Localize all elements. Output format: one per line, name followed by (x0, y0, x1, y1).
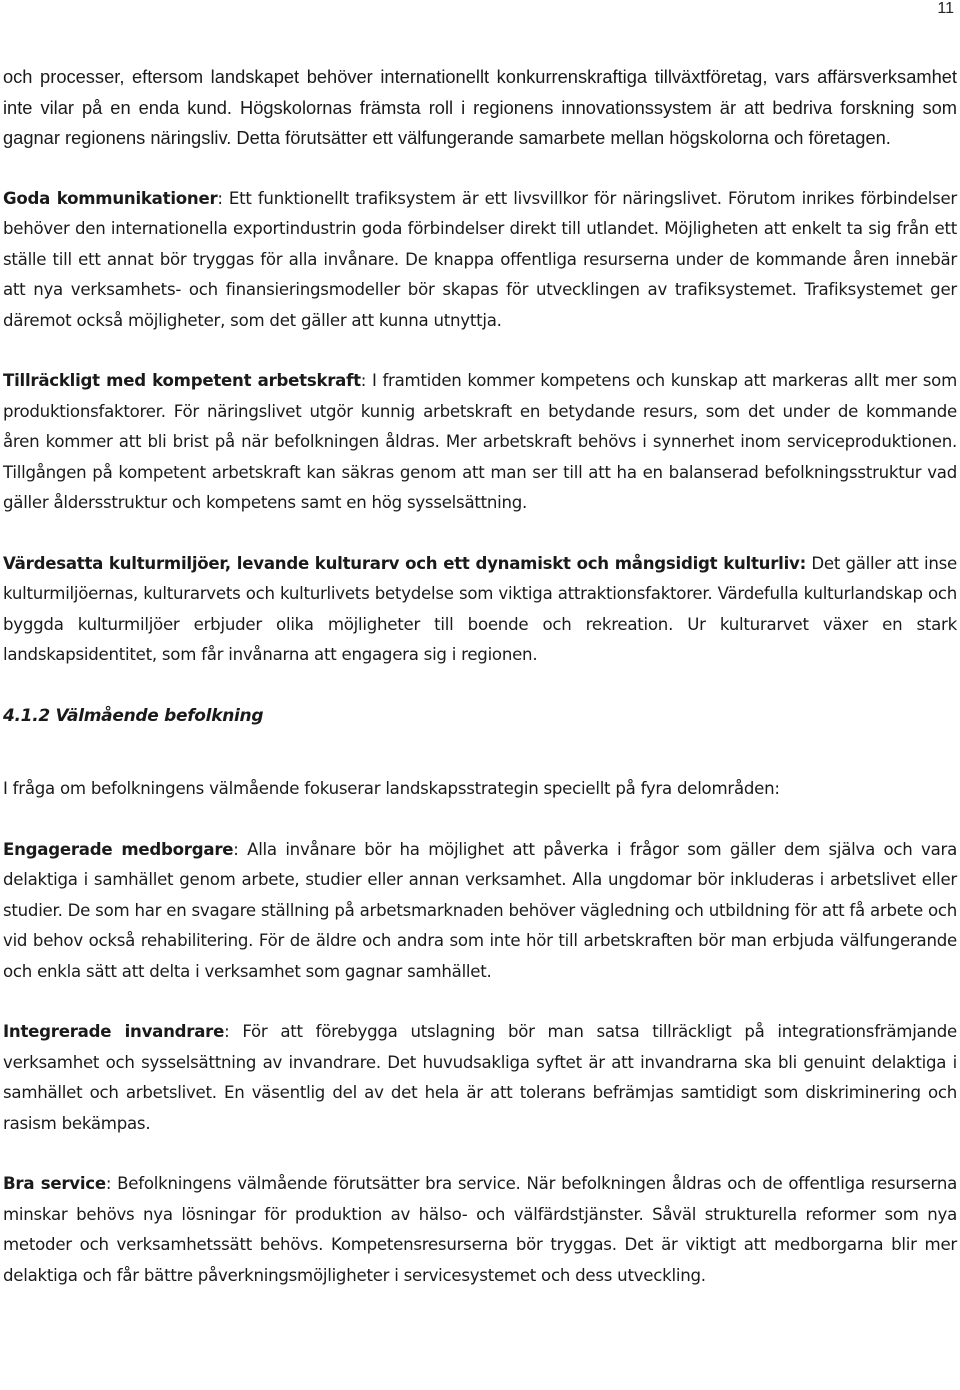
intro-paragraph: och processer, eftersom landskapet behöver internationellt konkurrenskraftiga tillväxtföretag, vars affärsverksamhet inte vilar på en enda kund. Högskolornas främsta roll i regionens innovationssystem är att bedriva forskning som gagnar regionens näringsliv. Detta förutsätter ett välfungerande samarbete mellan högskolorna och företagen. (3, 66, 957, 148)
section-heading: 4.1.2 Välmående befolkning (3, 705, 264, 726)
paragraph-term: Integrerade invandrare (3, 1022, 225, 1041)
paragraph-text: Alla invånare bör ha möjlighet att påverka i frågor som gäller dem själva och vara delaktiga i samhället genom arbete, studier eller annan verksamhet. Alla ungdomar bör inkluderas i arbetslivet eller studier. De som har en svagare ställning på arbetsmarknaden behöver vägledning och utbildning för att få arbete och vid behov också rehabilitering. För de äldre och andra som inte hör till arbetskraften bör man erbjuda välfungerande och enkla sätt att delta i verksamhet som gagnar samhället. (3, 839, 957, 981)
paragraph-text: För att förebygga utslagning bör man satsa tillräckligt på integrationsfrämjande verksamhet och sysselsättning av invandrare. Det huvudsakliga syftet är att invandrarna ska bli genuint delaktiga i samhället och arbetslivet. En väsentlig del av det hela är att tolerans befrämjas samtidigt som diskriminering och rasism bekämpas. (3, 1022, 957, 1133)
paragraph-term: Värdesatta kulturmiljöer, levande kulturarv och ett dynamiskt och mångsidigt kulturliv: (3, 553, 806, 573)
paragraph-engagerade-medborgare (3, 835, 957, 988)
term-separator: : (233, 839, 248, 859)
paragraph-goda-kommunikationer (3, 184, 957, 337)
term-separator: : (360, 371, 372, 390)
term-separator: : (224, 1022, 243, 1041)
paragraph-term: Bra service (3, 1174, 106, 1193)
paragraph-integrerade-invandrare (3, 1017, 957, 1139)
term-separator: : (105, 1174, 118, 1193)
paragraph-text: I framtiden kommer kompetens och kunskap att markeras allt mer som produktionsfaktorer. För näringslivet utgör kunnig arbetskraft en betydande resurs, som det under de kommande åren kommer att bli brist på när befolkningen åldras. Mer arbetskraft behövs i synnerhet inom serviceproduktionen. Tillgången på kompetent arbetskraft kan säkras genom att man ser till att ha en balanserad befolkningsstruktur vad gäller åldersstruktur och kompetens samt en hög sysselsättning. (3, 371, 957, 512)
paragraph-kulturmiljoer (3, 549, 957, 671)
paragraph-bra-service (3, 1169, 957, 1291)
paragraph-term: Tillräckligt med kompetent arbetskraft (3, 371, 361, 390)
term-separator: : (217, 188, 229, 208)
paragraph-text: Ett funktionellt trafiksystem är ett livsvillkor för näringslivet. Förutom inrikes förbindelser behöver den internationella exportindustrin goda förbindelser direkt till utlandet. Möjligheten att enkelt ta sig från ett ställe till ett annat bör tryggas för alla invånare. De knappa offentliga resurserna under de kommande åren innebär att nya verksamhets- och finansieringsmodeller bör skapas för utvecklingen av trafiksystemet. Trafiksystemet ger däremot också möjligheter, som det gäller att kunna utnyttja. (3, 188, 957, 330)
paragraph-text: Befolkningens välmående förutsätter bra service. När befolkningen åldras och de offentliga resurserna minskar behövs nya lösningar för produktion av hälso- och välfärdstjänster. Såväl strukturella reformer som nya metoder och verksamhetssätt behövs. Kompetensresurserna bör tryggas. Det är viktigt att medborgarna blir mer delaktiga och får bättre påverkningsmöjligheter i servicesystemet och dess utveckling. (3, 1174, 958, 1285)
paragraph-kompetent-arbetskraft (3, 366, 957, 519)
paragraph-term: Engagerade medborgare (3, 839, 234, 859)
paragraph-term: Goda kommunikationer (3, 188, 218, 208)
lead-paragraph: I fråga om befolkningens välmående fokuserar landskapsstrategin speciellt på fyra delområden: (3, 779, 780, 798)
paragraph-text: Det gäller att inse kulturmiljöernas, kulturarvets och kulturlivets betydelse som viktiga attraktionsfaktorer. Värdefulla kulturlandskap och byggda kulturmiljöer erbjuder olika möjligheter till boende och rekreation. Ur kulturarvet växer en stark landskapsidentitet, som får invånarna att engagera sig i regionen. (3, 553, 958, 664)
document-body (3, 62, 957, 1291)
page-number: 11 (937, 0, 954, 17)
